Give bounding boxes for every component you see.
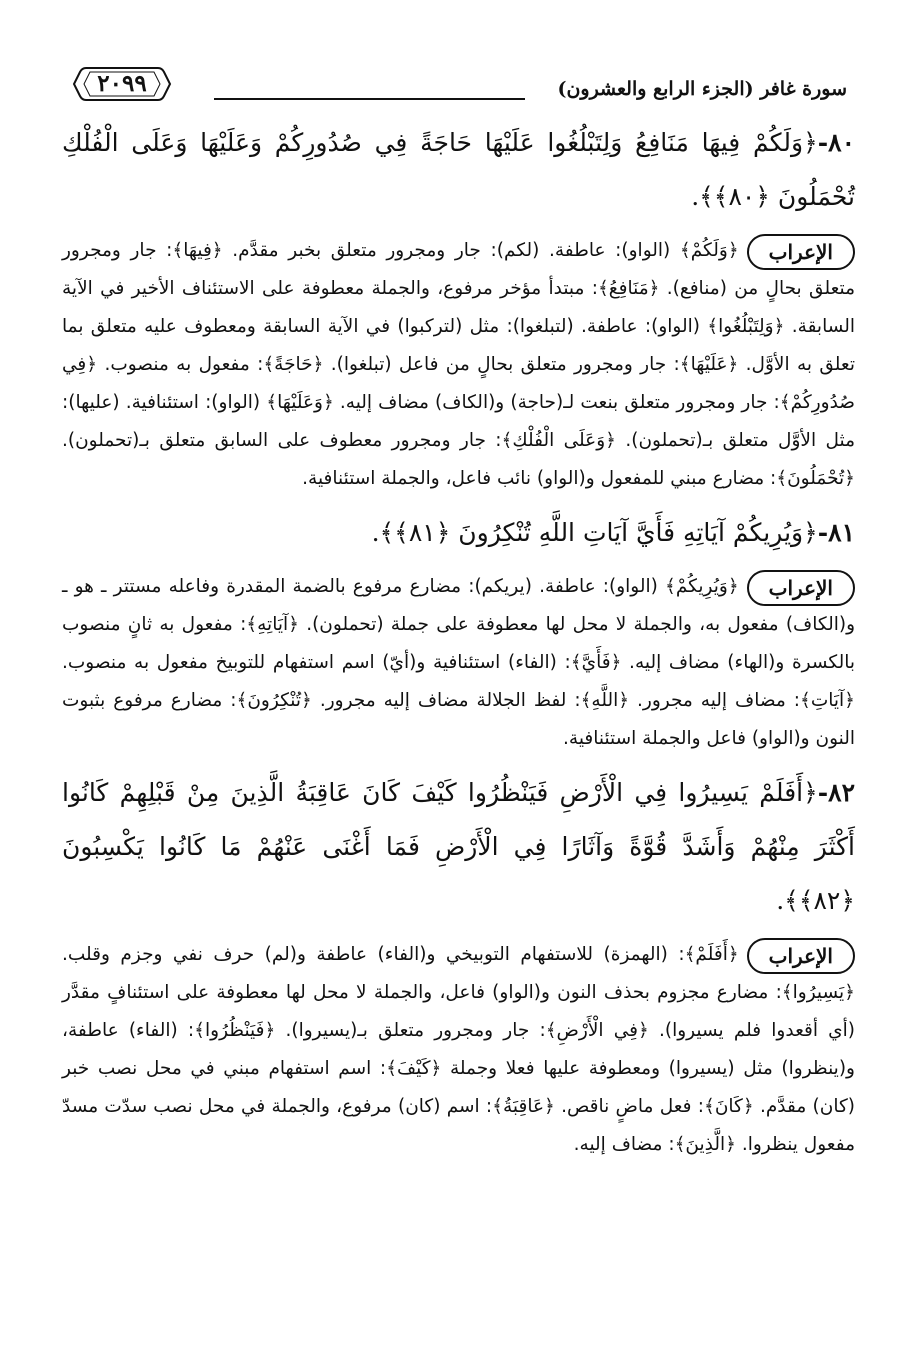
verse-82 (62, 766, 855, 928)
irab-block-80 (62, 232, 855, 498)
running-title: سورة غافر (الجزء الرابع والعشرون) (557, 78, 847, 100)
irab-badge: الإعراب (747, 234, 855, 270)
verse-number: ٨٢- (817, 778, 855, 807)
verse-80 (62, 116, 855, 224)
irab-text: ﴿وَلَكُمْ﴾ (الواو): عاطفة. (لكم): جار ومجرور متعلق بخبر مقدَّم. ﴿فِيهَا﴾: جار ومجرور متعلق بحالٍ من (منافع). ﴿مَنَافِعُ﴾: مبتدأ مؤخر مرفوع، والجملة معطوفة على الاستئناف الأخير في الآية السابقة. ﴿وَلِتَبْلُغُوا﴾ (الواو): عاطفة. (لتبلغوا): مثل (لتركبوا) في الآية السابقة ومعطوف عليه متعلق بما تعلق به الأوَّل. ﴿عَلَيْهَا﴾: جار ومجرور متعلق بحالٍ من فاعل (تبلغوا). ﴿حَاجَةً﴾: مفعول به منصوب. ﴿فِي صُدُورِكُمْ﴾: جار ومجرور متعلق بنعت لـ(حاجة) و(الكاف) مضاف إليه. ﴿وَعَلَيْهَا﴾ (الواو): استئنافية. (عليها): مثل الأوَّل متعلق بـ(تحملون). ﴿وَعَلَى الْفُلْكِ﴾: جار ومجرور معطوف على السابق متعلق بـ(تحملون). ﴿تُحْمَلُونَ﴾: مضارع مبني للمفعول و(الواو) نائب فاعل، والجملة استئنافية. (62, 240, 855, 489)
verse-text: ﴿وَيُرِيكُمْ آيَاتِهِ فَأَيَّ آيَاتِ اللَّهِ تُنْكِرُونَ ﴿٨١﴾﴾. (371, 518, 818, 547)
page-number: ٢٠٩٩ (97, 70, 147, 97)
irab-badge: الإعراب (747, 570, 855, 606)
page-header (62, 60, 855, 110)
irab-badge: الإعراب (747, 938, 855, 974)
irab-block-82 (62, 936, 855, 1164)
page-number-frame (72, 64, 172, 104)
verse-81 (62, 506, 855, 560)
verse-text: ﴿أَفَلَمْ يَسِيرُوا فِي الْأَرْضِ فَيَنْظُرُوا كَيْفَ كَانَ عَاقِبَةُ الَّذِينَ مِنْ قَبْلِهِمْ كَانُوا أَكْثَرَ مِنْهُمْ وَأَشَدَّ قُوَّةً وَآثَارًا فِي الْأَرْضِ فَمَا أَغْنَى عَنْهُمْ مَا كَانُوا يَكْسِبُونَ ﴿٨٢﴾﴾. (62, 778, 855, 915)
irab-text: ﴿وَيُرِيكُمْ﴾ (الواو): عاطفة. (يريكم): مضارع مرفوع بالضمة المقدرة وفاعله مستتر ـ هو ـ و(الكاف) مفعول به، والجملة لا محل لها معطوفة على جملة (تحملون). ﴿آيَاتِهِ﴾: مفعول به ثانٍ منصوب بالكسرة و(الهاء) مضاف إليه. ﴿فَأَيَّ﴾: (الفاء) استئنافية و(أيّ) اسم استفهام للتوبيخ مفعول به منصوب. ﴿آيَاتِ﴾: مضاف إليه مجرور. ﴿اللَّهِ﴾: لفظ الجلالة مضاف إليه مجرور. ﴿تُنْكِرُونَ﴾: مضارع مرفوع بثبوت النون و(الواو) فاعل والجملة استئنافية. (62, 576, 855, 749)
header-rule (214, 98, 525, 100)
verse-number: ٨٠- (817, 128, 855, 157)
verse-text: ﴿وَلَكُمْ فِيهَا مَنَافِعُ وَلِتَبْلُغُوا عَلَيْهَا حَاجَةً فِي صُدُورِكُمْ وَعَلَيْهَا وَعَلَى الْفُلْكِ تُحْمَلُونَ ﴿٨٠﴾﴾. (62, 128, 855, 211)
irab-text: ﴿أَفَلَمْ﴾: (الهمزة) للاستفهام التوبيخي و(الفاء) عاطفة و(لم) حرف نفي وجزم وقلب. ﴿يَسِيرُوا﴾: مضارع مجزوم بحذف النون و(الواو) فاعل، والجملة لا محل لها معطوفة على استئنافٍ مقدَّر (أي أقعدوا فلم يسيروا). ﴿فِي الْأَرْضِ﴾: جار ومجرور متعلق بـ(يسيروا). ﴿فَيَنْظُرُوا﴾: (الفاء) عاطفة، و(ينظروا) مثل (يسيروا) ومعطوفة عليها فعلا وجملة ﴿كَيْفَ﴾: اسم استفهام مبني في محل نصب خبر (كان) مقدَّم. ﴿كَانَ﴾: فعل ماضٍ ناقص. ﴿عَاقِبَةُ﴾: اسم (كان) مرفوع، والجملة في محل نصب سدّت مسدّ مفعول ينظروا. ﴿الَّذِينَ﴾: مضاف إليه. (62, 944, 855, 1155)
verse-number: ٨١- (817, 518, 855, 547)
irab-block-81 (62, 568, 855, 758)
